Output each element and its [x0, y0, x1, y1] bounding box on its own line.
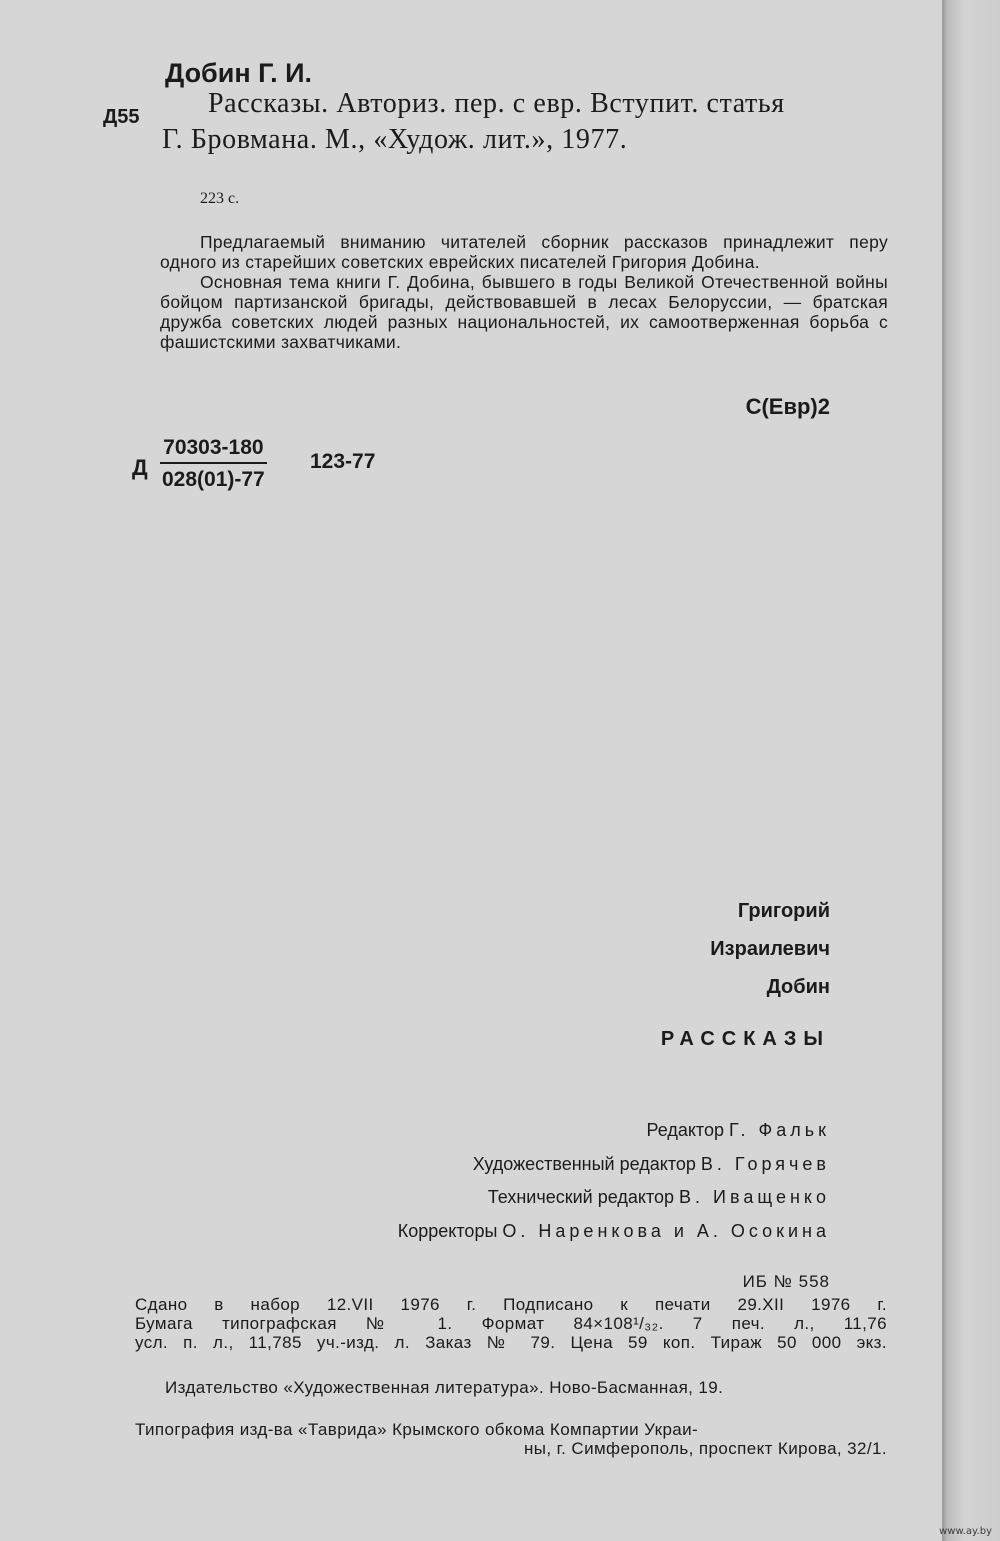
credit-tech-editor-name: В. Иващенко	[679, 1187, 830, 1207]
imprint-line-2: Бумага типографская № 1. Формат 84×108¹/₃₂. 7 печ. л., 11,76	[135, 1314, 887, 1333]
author-first-name: Григорий	[737, 900, 830, 922]
annotation-paragraph-2: Основная тема книги Г. Добина, бывшего в годы Великой Отечественной войны бойцом партизанской бригады, действовавшей в лесах Белоруссии, — братская дружба советских людей разных национальностей, их самоотверженная борьба с фашистскими захватчиками.	[160, 272, 888, 352]
catalog-code: Д55	[103, 106, 140, 128]
credit-editor-name: Г. Фальк	[728, 1120, 830, 1140]
credit-editor-role: Редактор	[646, 1120, 724, 1140]
credit-art-editor-role: Художественный редактор	[472, 1154, 696, 1174]
ib-number: ИБ № 558	[742, 1272, 830, 1291]
index-side: 123-77	[310, 450, 376, 473]
credit-proofreaders	[398, 1221, 830, 1242]
printer-line-2: ны, г. Симферополь, проспект Кирова, 32/1.	[523, 1439, 887, 1458]
index-letter: Д	[132, 455, 148, 480]
credit-art-editor	[473, 1154, 830, 1175]
catalog-annotation	[160, 232, 888, 352]
catalog-title-line2: Г. Бровмана. М., «Худож. лит.», 1977.	[162, 124, 628, 155]
credit-editor	[646, 1120, 830, 1141]
catalog-author: Добин Г. И.	[165, 58, 312, 88]
credit-proofreaders-names: О. Наренкова и А. Осокина	[502, 1221, 830, 1241]
author-patronymic: Израилевич	[710, 938, 830, 960]
watermark-text: www.ay.by	[939, 1526, 992, 1537]
author-last-name: Добин	[766, 976, 830, 998]
imprint-block	[135, 1295, 887, 1352]
classification-code: С(Евр)2	[745, 394, 830, 419]
catalog-title-line1: Рассказы. Авториз. пер. с евр. Вступит. статья	[208, 88, 785, 119]
credit-proofreaders-role: Корректоры	[397, 1221, 498, 1241]
catalog-pages: 223 с.	[200, 190, 240, 207]
imprint-line-3: усл. п. л., 11,785 уч.-изд. л. Заказ № 79. Цена 59 коп. Тираж 50 000 экз.	[135, 1333, 887, 1352]
credit-art-editor-name: В. Горячев	[700, 1154, 830, 1174]
index-denominator: 028(01)-77	[160, 462, 267, 492]
page-gutter	[942, 0, 1000, 1541]
book-title: РАССКАЗЫ	[660, 1028, 830, 1050]
index-fraction	[160, 436, 267, 492]
imprint-line-1: Сдано в набор 12.VII 1976 г. Подписано к печати 29.XII 1976 г.	[135, 1295, 887, 1314]
index-numerator: 70303-180	[163, 436, 264, 459]
credit-tech-editor	[488, 1187, 830, 1208]
credit-tech-editor-role: Технический редактор	[487, 1187, 675, 1207]
annotation-paragraph-1: Предлагаемый вниманию читателей сборник рассказов принадлежит перу одного из старейших советских еврейских писателей Григория Добина.	[160, 232, 888, 272]
printer-line-1: Типография изд-ва «Таврида» Крымского обкома Компартии Украи-	[135, 1420, 699, 1439]
printer-block	[135, 1420, 887, 1458]
publisher-line: Издательство «Художественная литература». Ново-Басманная, 19.	[165, 1378, 724, 1397]
